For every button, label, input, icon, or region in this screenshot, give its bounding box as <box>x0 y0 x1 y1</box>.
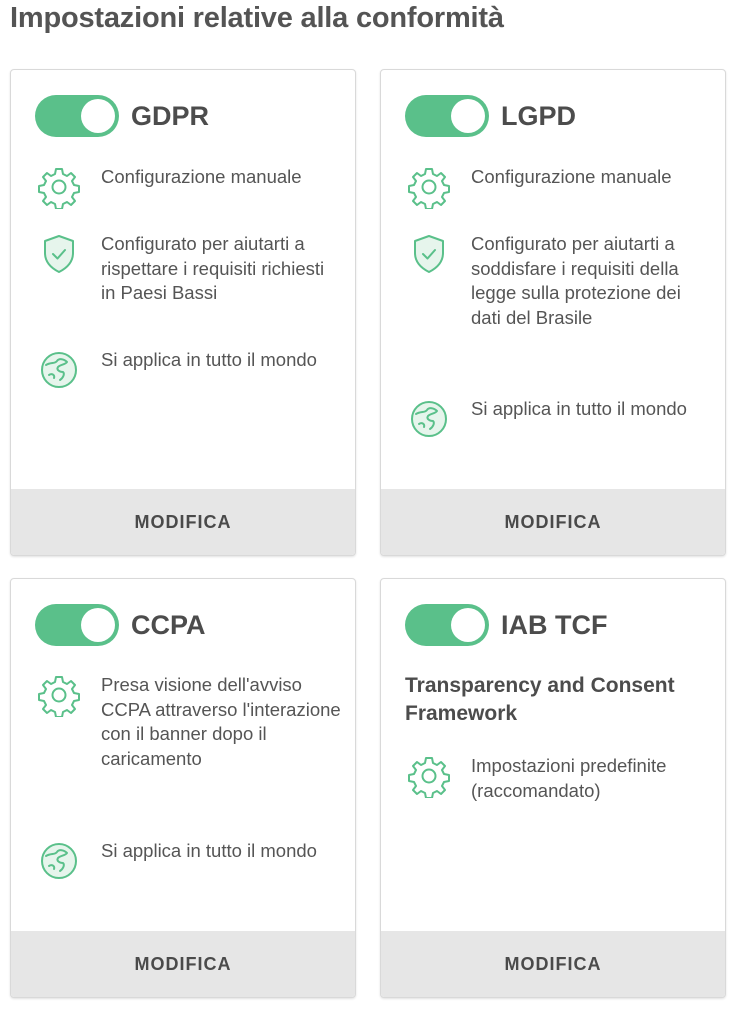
compliance-card-ccpa <box>10 578 356 998</box>
edit-button-label: MODIFICA <box>504 953 602 974</box>
card-header <box>35 95 209 137</box>
gdpr-toggle[interactable] <box>35 95 119 137</box>
edit-button[interactable] <box>381 931 725 997</box>
feature-text: Si applica in tutto il mondo <box>471 398 687 419</box>
feature-item <box>37 348 341 392</box>
shield-check-icon <box>407 232 451 276</box>
compliance-card-lgpd <box>380 69 726 556</box>
edit-button-label: MODIFICA <box>134 953 232 974</box>
gear-icon <box>407 754 451 798</box>
edit-button[interactable] <box>11 489 355 555</box>
card-header <box>405 604 607 646</box>
toggle-knob <box>451 99 485 133</box>
compliance-card-gdpr <box>10 69 356 556</box>
feature-text: Impostazioni predefinite (raccomandato) <box>471 755 667 801</box>
feature-item <box>407 754 711 803</box>
shield-check-icon <box>37 232 81 276</box>
globe-icon <box>37 348 81 392</box>
gear-icon <box>37 165 81 209</box>
card-subtitle: Transparency and Consent Framework <box>405 674 675 725</box>
feature-text: Configurato per aiutarti a rispettare i requisiti richiesti in Paesi Bassi <box>101 233 325 303</box>
feature-text: Si applica in tutto il mondo <box>101 349 317 370</box>
iab-tcf-toggle[interactable] <box>405 604 489 646</box>
toggle-knob <box>81 99 115 133</box>
card-title: LGPD <box>501 100 577 131</box>
globe-icon <box>407 397 451 441</box>
feature-text: Configurazione manuale <box>471 166 672 187</box>
card-title: IAB TCF <box>501 609 608 640</box>
card-header <box>35 604 206 646</box>
edit-button[interactable] <box>11 931 355 997</box>
ccpa-toggle[interactable] <box>35 604 119 646</box>
feature-text: Presa visione dell'avviso CCPA attraverso l'interazione con il banner dopo il caricamento <box>101 674 341 769</box>
toggle-knob <box>451 608 485 642</box>
gear-icon <box>37 673 81 717</box>
globe-icon <box>37 839 81 883</box>
feature-item <box>407 232 711 330</box>
feature-item <box>407 165 711 209</box>
toggle-knob <box>81 608 115 642</box>
feature-item <box>37 673 341 771</box>
feature-item <box>37 232 341 306</box>
page-title: Impostazioni relative alla conformità <box>10 2 504 34</box>
card-title: GDPR <box>131 100 210 131</box>
lgpd-toggle[interactable] <box>405 95 489 137</box>
feature-text: Configurato per aiutarti a soddisfare i requisiti della legge sulla protezione dei dati del Brasile <box>471 233 681 328</box>
card-title: CCPA <box>131 609 206 640</box>
feature-text: Configurazione manuale <box>101 166 302 187</box>
card-header <box>405 95 576 137</box>
gear-icon <box>407 165 451 209</box>
edit-button-label: MODIFICA <box>504 511 602 532</box>
feature-text: Si applica in tutto il mondo <box>101 840 317 861</box>
edit-button-label: MODIFICA <box>134 511 232 532</box>
feature-item <box>407 397 711 441</box>
edit-button[interactable] <box>381 489 725 555</box>
feature-item <box>37 165 341 209</box>
feature-item <box>37 839 341 883</box>
compliance-card-iab-tcf <box>380 578 726 998</box>
